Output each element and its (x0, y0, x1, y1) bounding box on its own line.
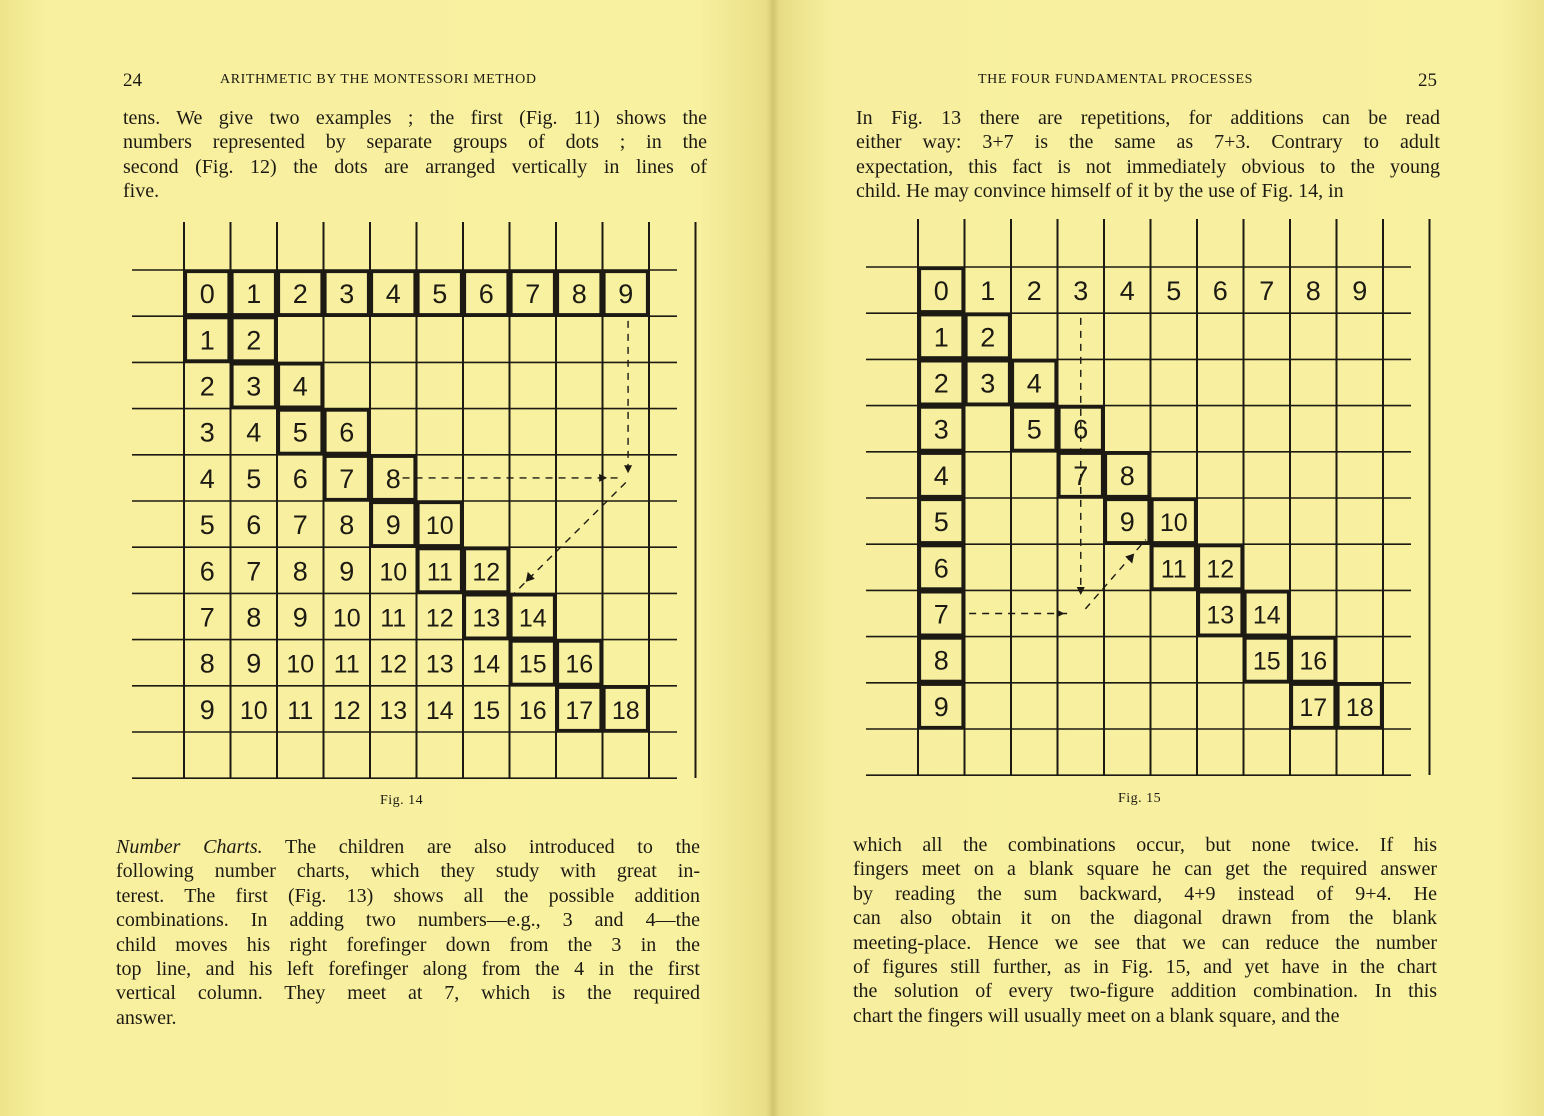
arrow-head (624, 465, 632, 473)
chart-cell-number: 18 (1345, 693, 1374, 722)
text-line: terest. The first (Fig. 13) shows all the possible addition (116, 884, 700, 907)
chart-cell-number: 12 (379, 650, 408, 679)
arrow-head (526, 572, 535, 582)
text-line: either way: 3+7 is the same as 7+3. Contrary to adult (856, 131, 1440, 154)
chart-cell-number: 8 (385, 463, 401, 494)
chart-cell-number: 6 (933, 553, 949, 584)
text-line-rest: The children are also introduced to the (262, 836, 700, 858)
chart-cell-number: 1 (933, 322, 949, 353)
chart-cell-number: 9 (385, 510, 401, 541)
text-line: top line, and his left forefinger along from the 4 in the first (116, 957, 700, 980)
chart-cell-number: 7 (199, 602, 215, 633)
text-line: chart the fingers will usually meet on a blank square, and the (853, 1004, 1340, 1027)
text-line: answer. (116, 1006, 177, 1029)
chart-cell-number: 9 (1352, 276, 1368, 307)
text-line: second (Fig. 12) the dots are arranged vertically in lines of (123, 155, 707, 178)
chart-cell-number: 3 (339, 279, 355, 310)
chart-cell-number: 7 (1073, 460, 1089, 491)
chart-cell-number: 5 (1166, 276, 1182, 307)
chart-cell-number: 6 (199, 556, 215, 587)
chart-cell-number: 3 (199, 417, 215, 448)
text-line: five. (123, 180, 160, 203)
text-line: child. He may convince himself of it by the use of Fig. 14, in (856, 180, 1344, 203)
text-line: which all the combinations occur, but none twice. If his (853, 834, 1437, 856)
right-top-paragraph (856, 106, 1440, 204)
chart-cell-number: 6 (478, 279, 494, 310)
dashed-guide (1085, 540, 1145, 609)
chart-cell-number: 11 (287, 696, 314, 725)
chart-cell-number: 13 (472, 604, 501, 633)
text-line: the solution of every two-figure addition combination. In this (853, 980, 1437, 1003)
chart-cell-number: 10 (286, 650, 315, 679)
chart-cell-number: 0 (199, 279, 215, 310)
chart-cell-number: 8 (246, 602, 262, 633)
chart-cell-number: 14 (472, 650, 501, 679)
chart-cell-number: 16 (518, 696, 547, 725)
left-running-head: ARITHMETIC BY THE MONTESSORI METHOD (220, 72, 537, 87)
chart-cell-number: 9 (339, 556, 355, 587)
chart-cell-number: 8 (339, 510, 355, 541)
chart-cell-number: 5 (199, 510, 215, 541)
text-line: by reading the sum backward, 4+9 instead of 9+4. He (853, 882, 1437, 905)
text-line: child moves his right forefinger down from the 3 in the (116, 933, 700, 956)
chart-cell-number: 8 (933, 645, 949, 676)
chart-cell-number: 3 (246, 371, 262, 402)
chart-cell-number: 13 (425, 650, 454, 679)
chart-cell-number: 12 (472, 558, 501, 587)
left-top-paragraph (123, 106, 707, 204)
chart-cell-number: 4 (933, 460, 949, 491)
chart-cell-number: 9 (292, 602, 308, 633)
chart-cell-number: 7 (292, 510, 308, 541)
chart-cell-number: 15 (472, 696, 501, 725)
chart-cell-number: 13 (379, 696, 408, 725)
chart-cell-number: 2 (980, 322, 996, 353)
chart-cell-number: 2 (933, 368, 949, 399)
chart-cell-number: 7 (933, 599, 949, 630)
chart-cell-number: 1 (246, 279, 262, 310)
chart-cell-number: 12 (1206, 555, 1235, 584)
left-caption-text: Fig. 14 (380, 793, 424, 808)
chart-cell-number: 5 (432, 279, 448, 310)
chart-cell-number: 17 (565, 696, 594, 725)
chart-cell-number: 7 (525, 279, 541, 310)
right-figure-caption (1118, 791, 1161, 807)
text-line: tens. We give two examples ; the first (Fig. 11) shows the (123, 107, 707, 129)
chart-cell-number: 6 (339, 417, 355, 448)
figure-14-chart (130, 220, 700, 782)
chart-cell-number: 4 (1026, 368, 1042, 399)
left-bottom-paragraph (116, 835, 700, 1030)
text-line: of figures still further, as in Fig. 15, and yet have in the chart (853, 955, 1437, 978)
chart-cell-number: 7 (339, 463, 355, 494)
chart-cell-number: 11 (426, 558, 453, 587)
chart-cell-number: 7 (246, 556, 262, 587)
text-line (116, 835, 700, 859)
left-page-number: 24 (123, 70, 142, 91)
text-line: numbers represented by separate groups of dots ; in the (123, 131, 707, 154)
chart-cell-number: 8 (199, 648, 215, 679)
chart-cell-number: 14 (518, 604, 547, 633)
chart-cell-number: 18 (611, 696, 640, 725)
chart-cell-number: 2 (292, 279, 308, 310)
chart-cell-number: 8 (571, 279, 587, 310)
chart-cell-number: 6 (1212, 276, 1228, 307)
chart-cell-number: 14 (1252, 601, 1281, 630)
chart-cell-number: 4 (292, 371, 308, 402)
chart-cell-number: 12 (425, 604, 454, 633)
chart-cell-number: 5 (292, 417, 308, 448)
chart-cell-number: 9 (199, 694, 215, 725)
chart-cell-number: 4 (385, 279, 401, 310)
text-line: can also obtain it on the diagonal drawn from the blank (853, 907, 1437, 930)
chart-cell-number: 8 (292, 556, 308, 587)
figure-15-chart (866, 215, 1436, 780)
chart-cell-number: 4 (199, 463, 215, 494)
chart-cell-number: 10 (239, 696, 268, 725)
chart-cell-number: 16 (565, 650, 594, 679)
chart-cell-number: 2 (199, 371, 215, 402)
book-gutter (766, 0, 780, 1116)
chart-cell-number: 9 (246, 648, 262, 679)
chart-cell-number: 5 (1026, 414, 1042, 445)
chart-cell-number: 4 (1119, 276, 1135, 307)
chart-cell-number: 11 (333, 650, 360, 679)
chart-cell-number: 6 (292, 463, 308, 494)
chart-cell-number: 4 (246, 417, 262, 448)
chart-cell-number: 9 (1119, 507, 1135, 538)
chart-cell-number: 14 (425, 696, 454, 725)
chart-cell-number: 1 (980, 276, 996, 307)
chart-cell-number: 5 (933, 507, 949, 538)
chart-cell-number: 1 (199, 325, 215, 356)
arrow-head (1125, 553, 1134, 563)
chart-cell-number: 8 (1305, 276, 1321, 307)
chart-cell-number: 2 (246, 325, 262, 356)
chart-cell-number: 15 (1252, 647, 1281, 676)
chart-cell-number: 12 (332, 696, 361, 725)
chart-cell-number: 3 (933, 414, 949, 445)
right-running-head: THE FOUR FUNDAMENTAL PROCESSES (978, 72, 1254, 87)
chart-cell-number: 11 (380, 604, 407, 633)
chart-cell-number: 8 (1119, 460, 1135, 491)
text-line: expectation, this fact is not immediately obvious to the young (856, 155, 1440, 178)
right-bottom-paragraph (853, 833, 1437, 1028)
text-line: meeting-place. Hence we see that we can reduce the number (853, 931, 1437, 954)
chart-cell-number: 10 (425, 512, 454, 541)
chart-cell-number: 6 (246, 510, 262, 541)
chart-cell-number: 6 (1073, 414, 1089, 445)
chart-cell-number: 3 (1073, 276, 1089, 307)
text-line: vertical column. They meet at 7, which is the required (116, 982, 700, 1005)
arrow-head (1056, 610, 1064, 618)
left-figure-caption (380, 793, 423, 809)
paragraph-lead: Number Charts. (116, 836, 263, 858)
chart-cell-number: 10 (379, 558, 408, 587)
text-line: combinations. In adding two numbers—e.g., 3 and 4—the (116, 909, 700, 932)
chart-cell-number: 17 (1299, 693, 1328, 722)
chart-cell-number: 7 (1259, 276, 1275, 307)
chart-cell-number: 0 (933, 276, 949, 307)
chart-cell-number: 16 (1299, 647, 1328, 676)
chart-cell-number: 15 (518, 650, 547, 679)
right-page-number: 25 (1418, 70, 1437, 91)
chart-cell-number: 13 (1206, 601, 1235, 630)
text-line: following number charts, which they study with great in- (116, 860, 700, 883)
text-line: In Fig. 13 there are repetitions, for additions can be read (856, 107, 1440, 129)
chart-cell-number: 2 (1026, 276, 1042, 307)
chart-cell-number: 3 (980, 368, 996, 399)
right-caption-text: Fig. 15 (1118, 791, 1162, 806)
text-line: fingers meet on a blank square he can get the required answer (853, 858, 1437, 881)
chart-cell-number: 5 (246, 463, 262, 494)
chart-cell-number: 9 (933, 691, 949, 722)
chart-cell-number: 9 (618, 279, 634, 310)
chart-cell-number: 10 (332, 604, 361, 633)
chart-cell-number: 10 (1159, 509, 1188, 538)
chart-cell-number: 11 (1160, 555, 1187, 584)
